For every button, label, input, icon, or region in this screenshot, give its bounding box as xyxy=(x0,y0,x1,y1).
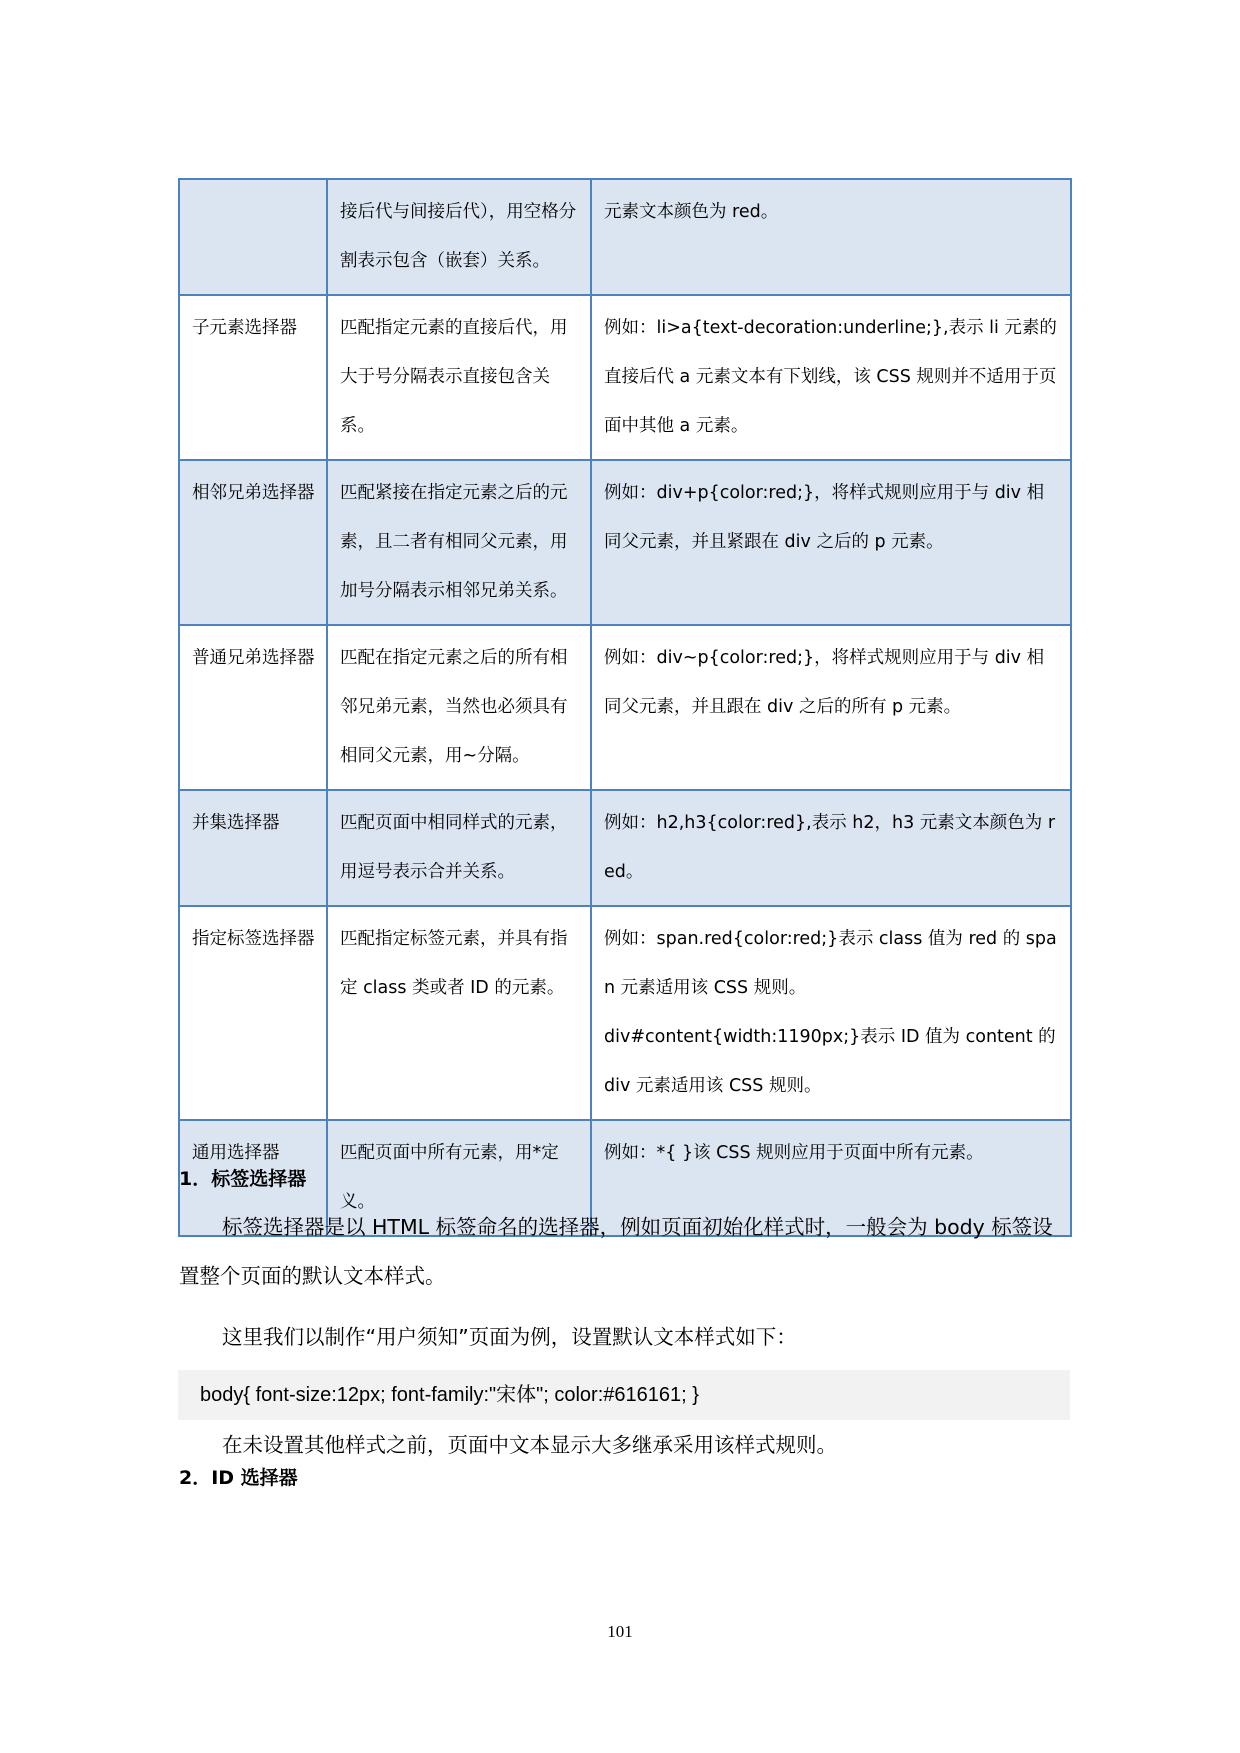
selector-example: 例如：span.red{color:red;}表示 class 值为 red 的 span 元素适用该 CSS 规则。 xyxy=(604,929,1057,998)
selector-description-cell xyxy=(327,295,591,460)
selector-table-body xyxy=(179,179,1071,1236)
selector-description-cell xyxy=(327,625,591,790)
selector-name-cell xyxy=(179,625,327,790)
tag-selector-paragraph: 标签选择器是以 HTML 标签命名的选择器，例如页面初始化样式时，一般会为 body 标签设置整个页面的默认文本样式。 xyxy=(179,1215,1053,1288)
example-intro-paragraph: 这里我们以制作“用户须知”页面为例，设置默认文本样式如下： xyxy=(222,1325,797,1349)
table-row xyxy=(179,460,1071,625)
selector-name: 相邻兄弟选择器 xyxy=(192,483,315,503)
selector-example: 例如：div~p{color:red;}，将样式规则应用于与 div 相同父元素，并且跟在 div 之后的所有 p 元素。 xyxy=(604,648,1045,717)
selector-example: 例如：div+p{color:red;}，将样式规则应用于与 div 相同父元素，并且紧跟在 div 之后的 p 元素。 xyxy=(604,483,1045,552)
selector-name-cell xyxy=(179,460,327,625)
selector-description: 接后代与间接后代），用空格分割表示包含（嵌套）关系。 xyxy=(340,202,577,271)
selector-name-cell xyxy=(179,179,327,295)
selector-name-cell xyxy=(179,295,327,460)
selector-description-cell xyxy=(327,906,591,1120)
selector-example-cell xyxy=(591,460,1071,625)
selector-description-cell xyxy=(327,790,591,906)
selector-example-cell xyxy=(591,790,1071,906)
selector-example: 例如：h2,h3{color:red},表示 h2，h3 元素文本颜色为 red。 xyxy=(604,813,1056,882)
selector-name: 指定标签选择器 xyxy=(192,929,315,949)
selector-table xyxy=(178,178,1072,1237)
code-line: body{ font-size:12px; font-family:"宋体"; color:#616161; } xyxy=(200,1384,699,1406)
selector-name: 普通兄弟选择器 xyxy=(192,648,315,668)
selector-description-cell xyxy=(327,460,591,625)
code-block xyxy=(178,1370,1070,1420)
inheritance-paragraph: 在未设置其他样式之前，页面中文本显示大多继承采用该样式规则。 xyxy=(222,1433,837,1457)
table-row xyxy=(179,295,1071,460)
selector-description: 匹配页面中相同样式的元素，用逗号表示合并关系。 xyxy=(340,813,568,882)
selector-description: 匹配页面中所有元素，用*定义。 xyxy=(340,1143,559,1212)
selector-description: 匹配在指定元素之后的所有相邻兄弟元素，当然也必须具有相同父元素，用~分隔。 xyxy=(340,648,568,766)
section-heading-id-selector: 2．ID 选择器 xyxy=(179,1467,298,1489)
selector-example-cell xyxy=(591,295,1071,460)
selector-example: div#content{width:1190px;}表示 ID 值为 content 的 div 元素适用该 CSS 规则。 xyxy=(604,1027,1056,1096)
selector-name: 子元素选择器 xyxy=(192,318,297,338)
selector-example-cell xyxy=(591,906,1071,1120)
selector-name: 并集选择器 xyxy=(192,813,280,833)
table-row xyxy=(179,179,1071,295)
table-row xyxy=(179,790,1071,906)
selector-description: 匹配紧接在指定元素之后的元素，且二者有相同父元素，用加号分隔表示相邻兄弟关系。 xyxy=(340,483,568,601)
section-heading-tag-selector: 1．标签选择器 xyxy=(179,1168,307,1190)
selector-example: 例如：li>a{text-decoration:underline;},表示 li 元素的直接后代 a 元素文本有下划线，该 CSS 规则并不适用于页面中其他 a 元素。 xyxy=(604,318,1057,436)
selector-description: 匹配指定元素的直接后代，用大于号分隔表示直接包含关系。 xyxy=(340,318,568,436)
selector-example: 例如：*{ }该 CSS 规则应用于页面中所有元素。 xyxy=(604,1143,984,1163)
page-number: 101 xyxy=(607,1622,633,1641)
selector-name-cell xyxy=(179,790,327,906)
table-row xyxy=(179,906,1071,1120)
selector-example-cell xyxy=(591,625,1071,790)
selector-example: 元素文本颜色为 red。 xyxy=(604,202,779,222)
selector-description: 匹配指定标签元素，并具有指定 class 类或者 ID 的元素。 xyxy=(340,929,568,998)
selector-example-cell xyxy=(591,179,1071,295)
selector-name-cell xyxy=(179,906,327,1120)
table-row xyxy=(179,625,1071,790)
selector-name: 通用选择器 xyxy=(192,1143,280,1163)
selector-description-cell xyxy=(327,179,591,295)
